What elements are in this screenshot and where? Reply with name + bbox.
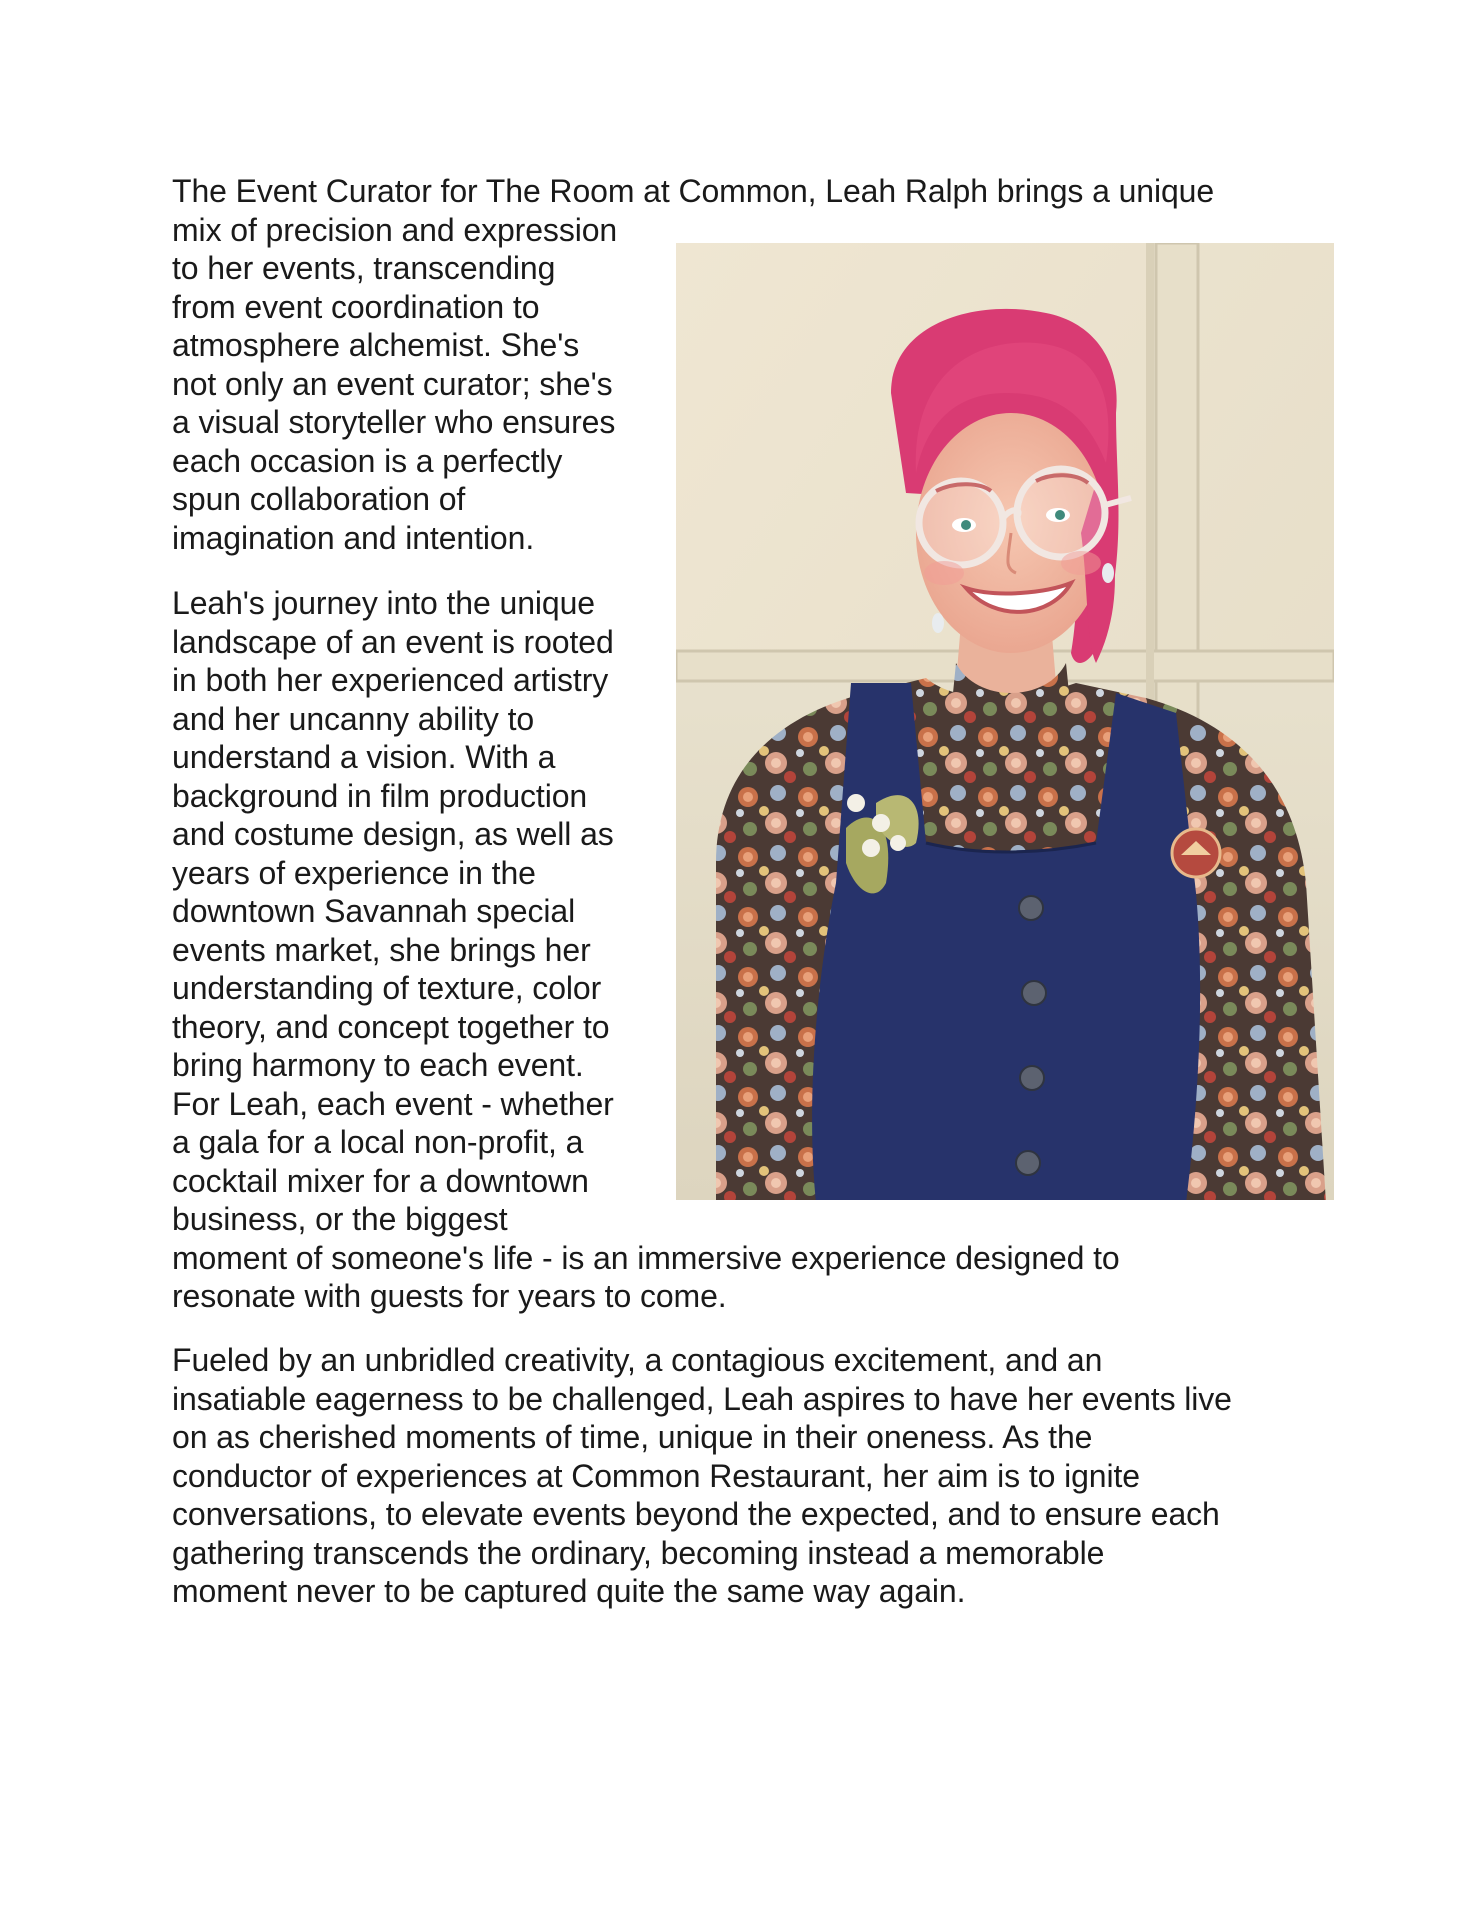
pinafore-button xyxy=(1022,981,1046,1005)
portrait-illustration xyxy=(676,243,1334,1200)
text-line: downtown Savannah special xyxy=(172,893,576,929)
text-line: conversations, to elevate events beyond the expected, and to ensure each xyxy=(172,1496,1220,1532)
text-line: years of experience in the xyxy=(172,854,536,891)
text-line: understand a vision. With a xyxy=(172,739,556,775)
text-line: and her uncanny ability to xyxy=(172,700,535,737)
text-line: events market, she brings her xyxy=(172,931,591,968)
text-line: theory, and concept together to xyxy=(172,1008,610,1045)
pinafore-button xyxy=(1020,1066,1044,1090)
portrait-photo xyxy=(676,243,1334,1200)
text-line: atmosphere alchemist. She's xyxy=(172,327,580,363)
text-line: gathering transcends the ordinary, becoming instead a memorable xyxy=(172,1534,1105,1571)
text-line: resonate with guests for years to come. xyxy=(172,1278,727,1314)
text-line: cocktail mixer for a downtown xyxy=(172,1162,589,1199)
text-line: a visual storyteller who ensures xyxy=(172,404,616,440)
text-line: imagination and intention. xyxy=(172,519,535,556)
text-line: business, or the biggest xyxy=(172,1201,508,1237)
text-line: in both her experienced artistry xyxy=(172,662,609,698)
text-line: conductor of experiences at Common Restaurant, her aim is to ignite xyxy=(172,1457,1141,1494)
text-line: landscape of an event is rooted xyxy=(172,623,614,660)
text-line: moment never to be captured quite the same way again. xyxy=(172,1573,966,1609)
pinafore-button xyxy=(1016,1151,1040,1175)
text-line: insatiable eagerness to be challenged, Leah aspires to have her events live xyxy=(172,1380,1232,1417)
text-line: not only an event curator; she's xyxy=(172,365,613,402)
text-line: and costume design, as well as xyxy=(172,816,614,852)
text-line: mix of precision and expression xyxy=(172,211,618,248)
text-line: The Event Curator for The Room at Common, Leah Ralph brings a unique xyxy=(172,173,1215,209)
text-line: spun collaboration of xyxy=(172,481,466,517)
text-line: to her events, transcending xyxy=(172,250,556,286)
text-line: on as cherished moments of time, unique in their oneness. As the xyxy=(172,1419,1093,1455)
text-line: Fueled by an unbridled creativity, a contagious excitement, and an xyxy=(172,1342,1103,1378)
paragraph-aspiration xyxy=(172,1341,1232,1611)
text-line: background in film production xyxy=(172,777,588,814)
text-line: from event coordination to xyxy=(172,288,540,325)
text-line: each occasion is a perfectly xyxy=(172,442,563,479)
text-line: bring harmony to each event. xyxy=(172,1047,584,1083)
text-line: For Leah, each event - whether xyxy=(172,1085,614,1122)
pinafore-button xyxy=(1019,896,1043,920)
text-line: moment of someone's life - is an immersive experience designed to xyxy=(172,1239,1120,1276)
text-line: Leah's journey into the unique xyxy=(172,585,595,621)
text-line: a gala for a local non-profit, a xyxy=(172,1124,584,1160)
text-line: understanding of texture, color xyxy=(172,970,602,1006)
